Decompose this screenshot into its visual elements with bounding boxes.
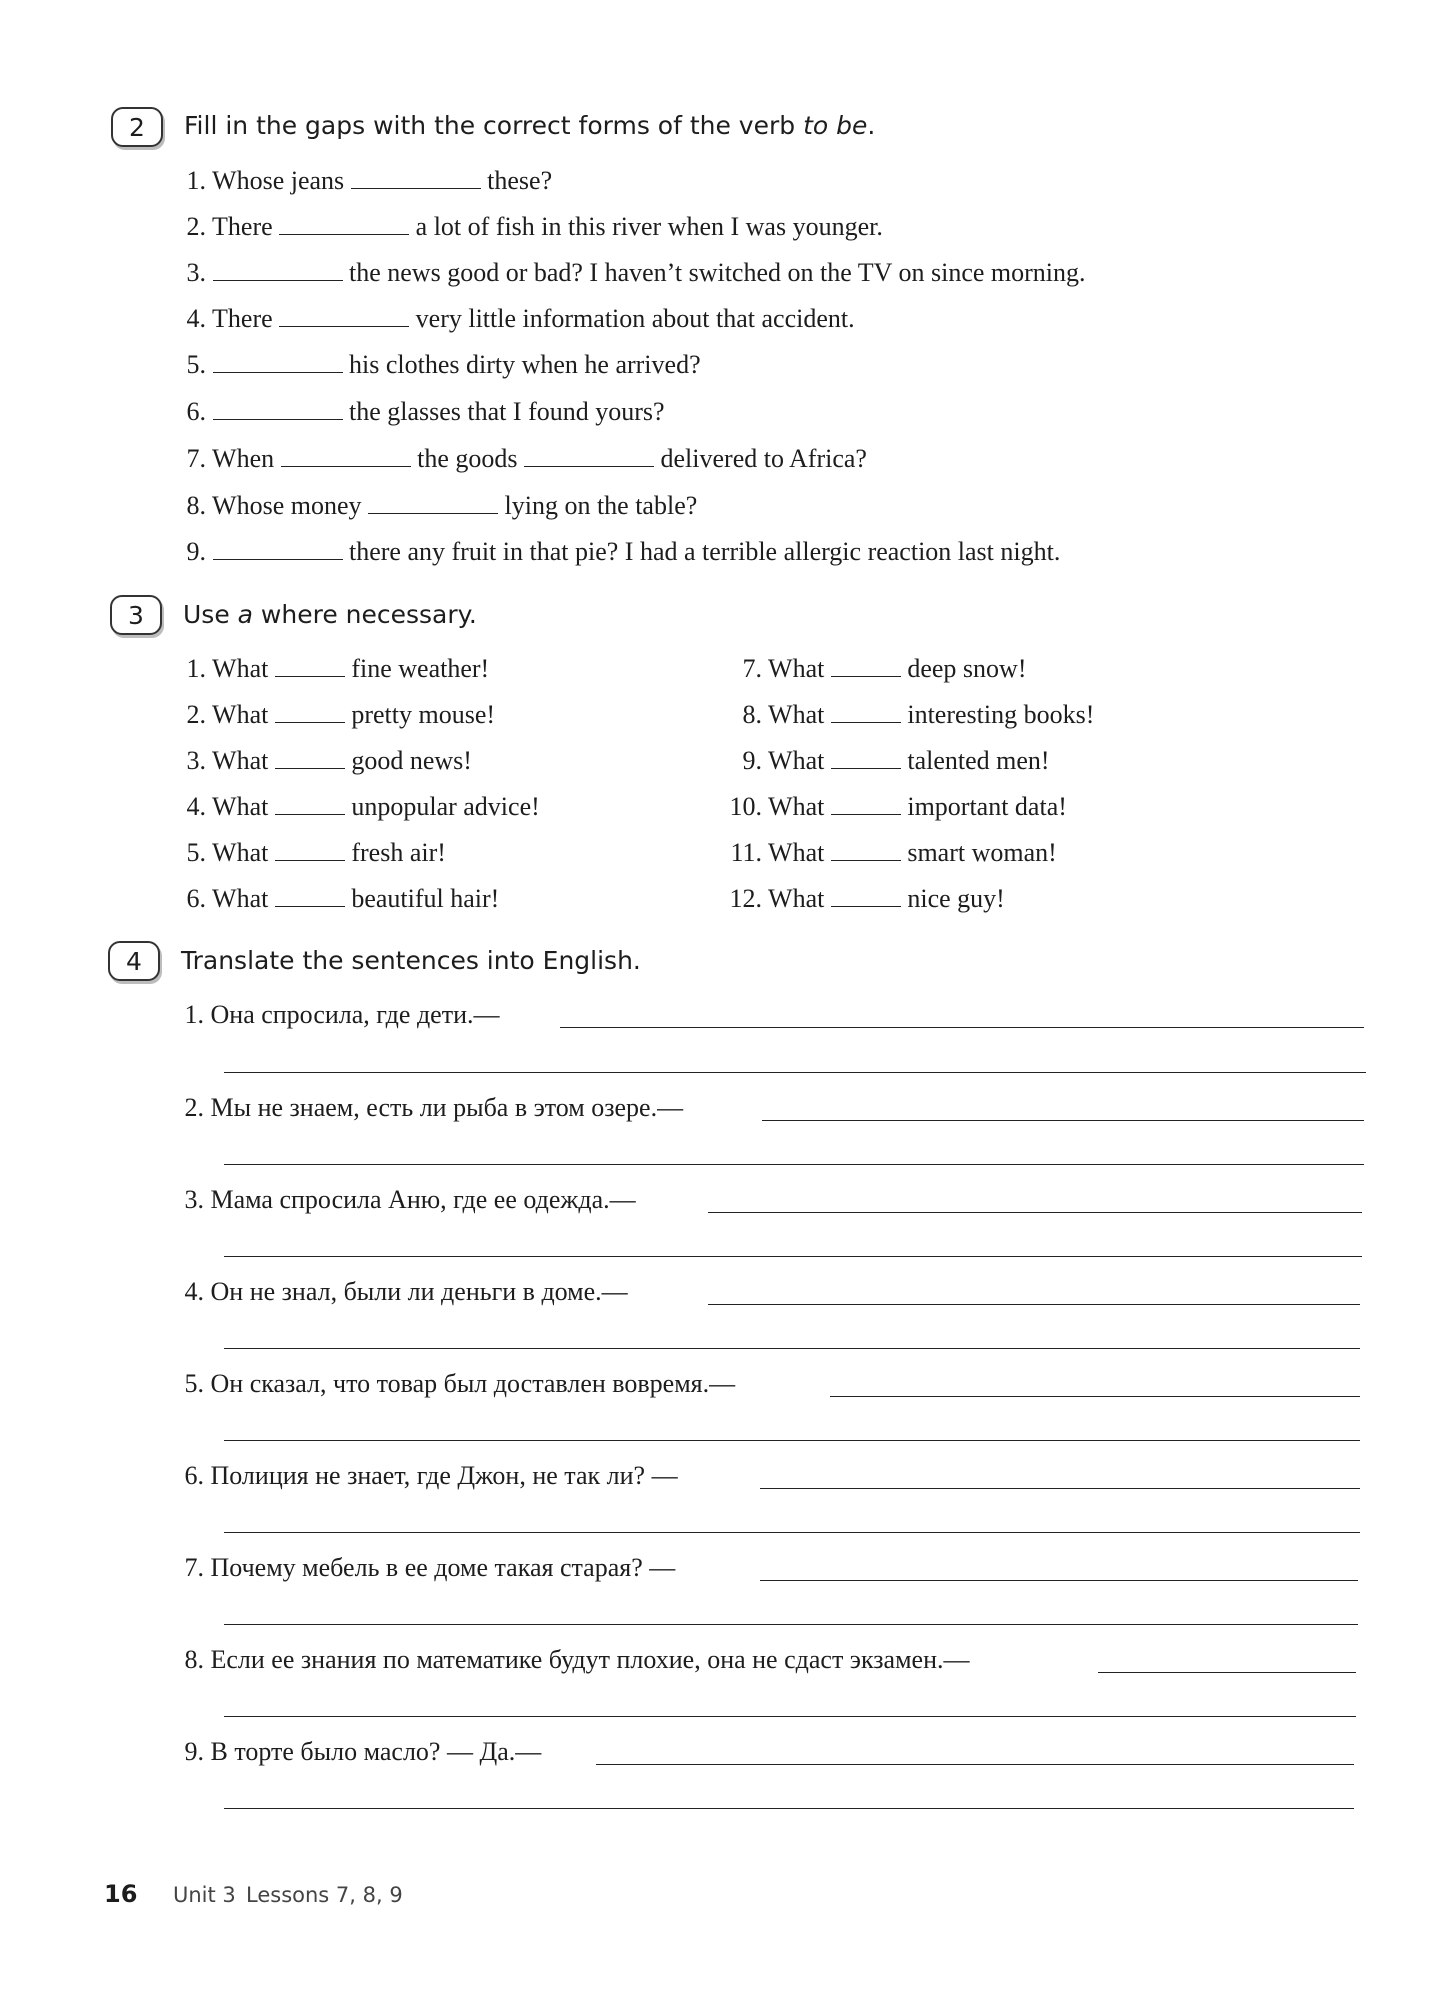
page-number: 16	[104, 1880, 138, 1908]
answer-blank[interactable]	[213, 262, 343, 281]
item-what: What	[768, 654, 825, 683]
item-text: nice guy!	[907, 884, 1005, 913]
item-text: fresh air!	[351, 838, 446, 867]
item-text: smart woman!	[907, 838, 1057, 867]
answer-blank[interactable]	[831, 704, 901, 723]
item-text: good news!	[351, 746, 472, 775]
footer-lessons: Lessons 7, 8, 9	[246, 1883, 403, 1907]
item-number: 4.	[186, 304, 206, 333]
ex3-item	[180, 745, 472, 777]
item-number: 5.	[186, 838, 206, 867]
item-number: 3.	[186, 746, 206, 775]
item-lead: Whose money	[212, 491, 362, 520]
item-number: 2.	[184, 1093, 204, 1122]
item-number: 6.	[186, 884, 206, 913]
answer-line[interactable]	[1098, 1672, 1356, 1673]
exercise-2-title	[184, 111, 875, 140]
ex2-item	[180, 443, 867, 475]
ex4-item	[178, 1092, 683, 1124]
item-text: Она спросила, где дети.—	[210, 1000, 500, 1029]
exercise-2-title-emphasis: to be	[803, 111, 868, 140]
answer-blank[interactable]	[831, 888, 901, 907]
item-number: 4.	[186, 792, 206, 821]
item-text: Мама спросила Аню, где ее одежда.—	[210, 1185, 636, 1214]
item-what: What	[768, 746, 825, 775]
item-what: What	[768, 884, 825, 913]
item-number: 8.	[186, 491, 206, 520]
item-number: 1.	[186, 166, 206, 195]
answer-line[interactable]	[830, 1396, 1360, 1397]
ex4-item	[178, 999, 499, 1031]
item-number: 12.	[729, 884, 762, 913]
item-text: Мы не знаем, есть ли рыба в этом озере.—	[210, 1093, 684, 1122]
item-what: What	[212, 884, 269, 913]
item-text: deep snow!	[907, 654, 1027, 683]
item-text: important data!	[907, 792, 1067, 821]
item-number: 3.	[184, 1185, 204, 1214]
answer-line[interactable]	[560, 1027, 1364, 1028]
answer-blank[interactable]	[275, 704, 345, 723]
ex3-item	[722, 745, 1050, 777]
ex3-item	[180, 791, 540, 823]
exercise-4-title: Translate the sentences into English.	[181, 946, 641, 975]
item-text-end: delivered to Africa?	[660, 444, 867, 473]
ex2-item	[180, 490, 697, 522]
item-text: beautiful hair!	[351, 884, 500, 913]
ex4-item	[178, 1460, 678, 1492]
ex3-item	[722, 883, 1005, 915]
answer-line[interactable]	[708, 1304, 1360, 1305]
item-lead: When	[212, 444, 275, 473]
item-lead: Whose jeans	[212, 166, 345, 195]
item-text: these?	[487, 166, 553, 195]
item-text: fine weather!	[351, 654, 490, 683]
item-number: 2.	[186, 212, 206, 241]
answer-line[interactable]	[596, 1764, 1354, 1765]
exercise-3-title-text: Use	[183, 600, 238, 629]
item-number: 2.	[186, 700, 206, 729]
ex2-item	[180, 349, 701, 381]
item-number: 11.	[730, 838, 762, 867]
item-text: the goods	[417, 444, 518, 473]
answer-line[interactable]	[224, 1072, 1366, 1073]
item-number: 5.	[184, 1369, 204, 1398]
answer-line[interactable]	[224, 1808, 1354, 1809]
ex2-item	[180, 165, 552, 197]
item-number: 1.	[184, 1000, 204, 1029]
item-text: Почему мебель в ее доме такая старая? —	[210, 1553, 676, 1582]
answer-line[interactable]	[224, 1716, 1356, 1717]
item-text: unpopular advice!	[351, 792, 540, 821]
exercise-2-number: 2	[111, 107, 163, 147]
item-number: 9.	[742, 746, 762, 775]
ex4-item	[178, 1368, 735, 1400]
item-number: 4.	[184, 1277, 204, 1306]
item-text: lying on the table?	[504, 491, 698, 520]
item-number: 10.	[729, 792, 762, 821]
item-what: What	[212, 700, 269, 729]
answer-blank[interactable]	[275, 888, 345, 907]
item-what: What	[768, 700, 825, 729]
ex4-item	[178, 1644, 969, 1676]
answer-line[interactable]	[224, 1164, 1364, 1165]
item-number: 8.	[742, 700, 762, 729]
answer-line[interactable]	[762, 1120, 1364, 1121]
ex2-item	[180, 211, 883, 243]
answer-blank[interactable]	[275, 750, 345, 769]
ex3-item	[722, 653, 1026, 685]
answer-line[interactable]	[224, 1348, 1360, 1349]
ex4-item	[178, 1276, 628, 1308]
ex3-item	[722, 699, 1094, 731]
exercise-4-number: 4	[108, 941, 160, 981]
answer-blank[interactable]	[524, 448, 654, 467]
answer-blank[interactable]	[281, 448, 411, 467]
item-text: Он сказал, что товар был доставлен вовремя.—	[210, 1369, 736, 1398]
item-number: 6.	[184, 1461, 204, 1490]
answer-blank[interactable]	[368, 495, 498, 514]
item-text: pretty mouse!	[351, 700, 496, 729]
item-text: his clothes dirty when he arrived?	[349, 350, 701, 379]
item-text: Он не знал, были ли деньги в доме.—	[210, 1277, 628, 1306]
item-text: there any fruit in that pie? I had a terrible allergic reaction last night.	[349, 537, 1061, 566]
answer-line[interactable]	[760, 1488, 1360, 1489]
answer-line[interactable]	[708, 1212, 1362, 1213]
answer-blank[interactable]	[213, 354, 343, 373]
exercise-3-title	[183, 600, 477, 629]
item-number: 9.	[184, 1737, 204, 1766]
item-number: 3.	[186, 258, 206, 287]
item-text: a lot of fish in this river when I was younger.	[415, 212, 883, 241]
item-text: Полиция не знает, где Джон, не так ли? —	[210, 1461, 678, 1490]
item-what: What	[212, 746, 269, 775]
ex3-item	[722, 791, 1067, 823]
answer-line[interactable]	[224, 1256, 1362, 1257]
ex2-item	[180, 396, 665, 428]
ex2-item	[180, 257, 1086, 289]
footer-unit: Unit 3	[173, 1883, 236, 1907]
item-number: 9.	[186, 537, 206, 566]
ex2-item	[180, 303, 855, 335]
ex3-item	[722, 837, 1057, 869]
answer-blank[interactable]	[279, 308, 409, 327]
exercise-3-number: 3	[110, 595, 162, 635]
item-number: 7.	[186, 444, 206, 473]
answer-blank[interactable]	[275, 796, 345, 815]
answer-blank[interactable]	[831, 750, 901, 769]
answer-line[interactable]	[224, 1532, 1360, 1533]
answer-blank[interactable]	[831, 796, 901, 815]
answer-blank[interactable]	[275, 658, 345, 677]
ex2-item	[180, 536, 1060, 568]
answer-blank[interactable]	[831, 658, 901, 677]
exercise-2-title-text: Fill in the gaps with the correct forms of the verb	[184, 111, 804, 140]
answer-blank[interactable]	[275, 842, 345, 861]
item-number: 8.	[184, 1645, 204, 1674]
item-number: 1.	[186, 654, 206, 683]
item-text: В торте было масло? — Да.—	[210, 1737, 542, 1766]
ex3-item	[180, 699, 495, 731]
item-number: 5.	[186, 350, 206, 379]
ex3-item	[180, 883, 499, 915]
answer-line[interactable]	[224, 1624, 1358, 1625]
ex3-item	[180, 837, 446, 869]
item-what: What	[212, 838, 269, 867]
item-lead: There	[212, 304, 273, 333]
exercise-3-title-end: where necessary.	[252, 600, 477, 629]
exercise-2-title-end: .	[867, 111, 876, 140]
answer-blank[interactable]	[213, 401, 343, 420]
answer-blank[interactable]	[351, 170, 481, 189]
answer-blank[interactable]	[831, 842, 901, 861]
answer-line[interactable]	[760, 1580, 1358, 1581]
exercise-3-title-emphasis: a	[237, 600, 253, 629]
ex4-item	[178, 1184, 636, 1216]
item-text: Если ее знания по математике будут плохие, она не сдаст экзамен.—	[210, 1645, 970, 1674]
item-what: What	[768, 792, 825, 821]
item-what: What	[212, 792, 269, 821]
item-text: the glasses that I found yours?	[349, 397, 665, 426]
item-text: the news good or bad? I haven’t switched on the TV on since morning.	[349, 258, 1086, 287]
item-number: 7.	[184, 1553, 204, 1582]
ex3-item	[180, 653, 489, 685]
item-number: 7.	[742, 654, 762, 683]
answer-blank[interactable]	[213, 541, 343, 560]
item-what: What	[212, 654, 269, 683]
answer-line[interactable]	[224, 1440, 1360, 1441]
item-what: What	[768, 838, 825, 867]
item-text: interesting books!	[907, 700, 1095, 729]
item-number: 6.	[186, 397, 206, 426]
answer-blank[interactable]	[279, 216, 409, 235]
item-text: very little information about that accident.	[415, 304, 855, 333]
ex4-item	[178, 1736, 541, 1768]
ex4-item	[178, 1552, 675, 1584]
item-lead: There	[212, 212, 273, 241]
item-text: talented men!	[907, 746, 1050, 775]
